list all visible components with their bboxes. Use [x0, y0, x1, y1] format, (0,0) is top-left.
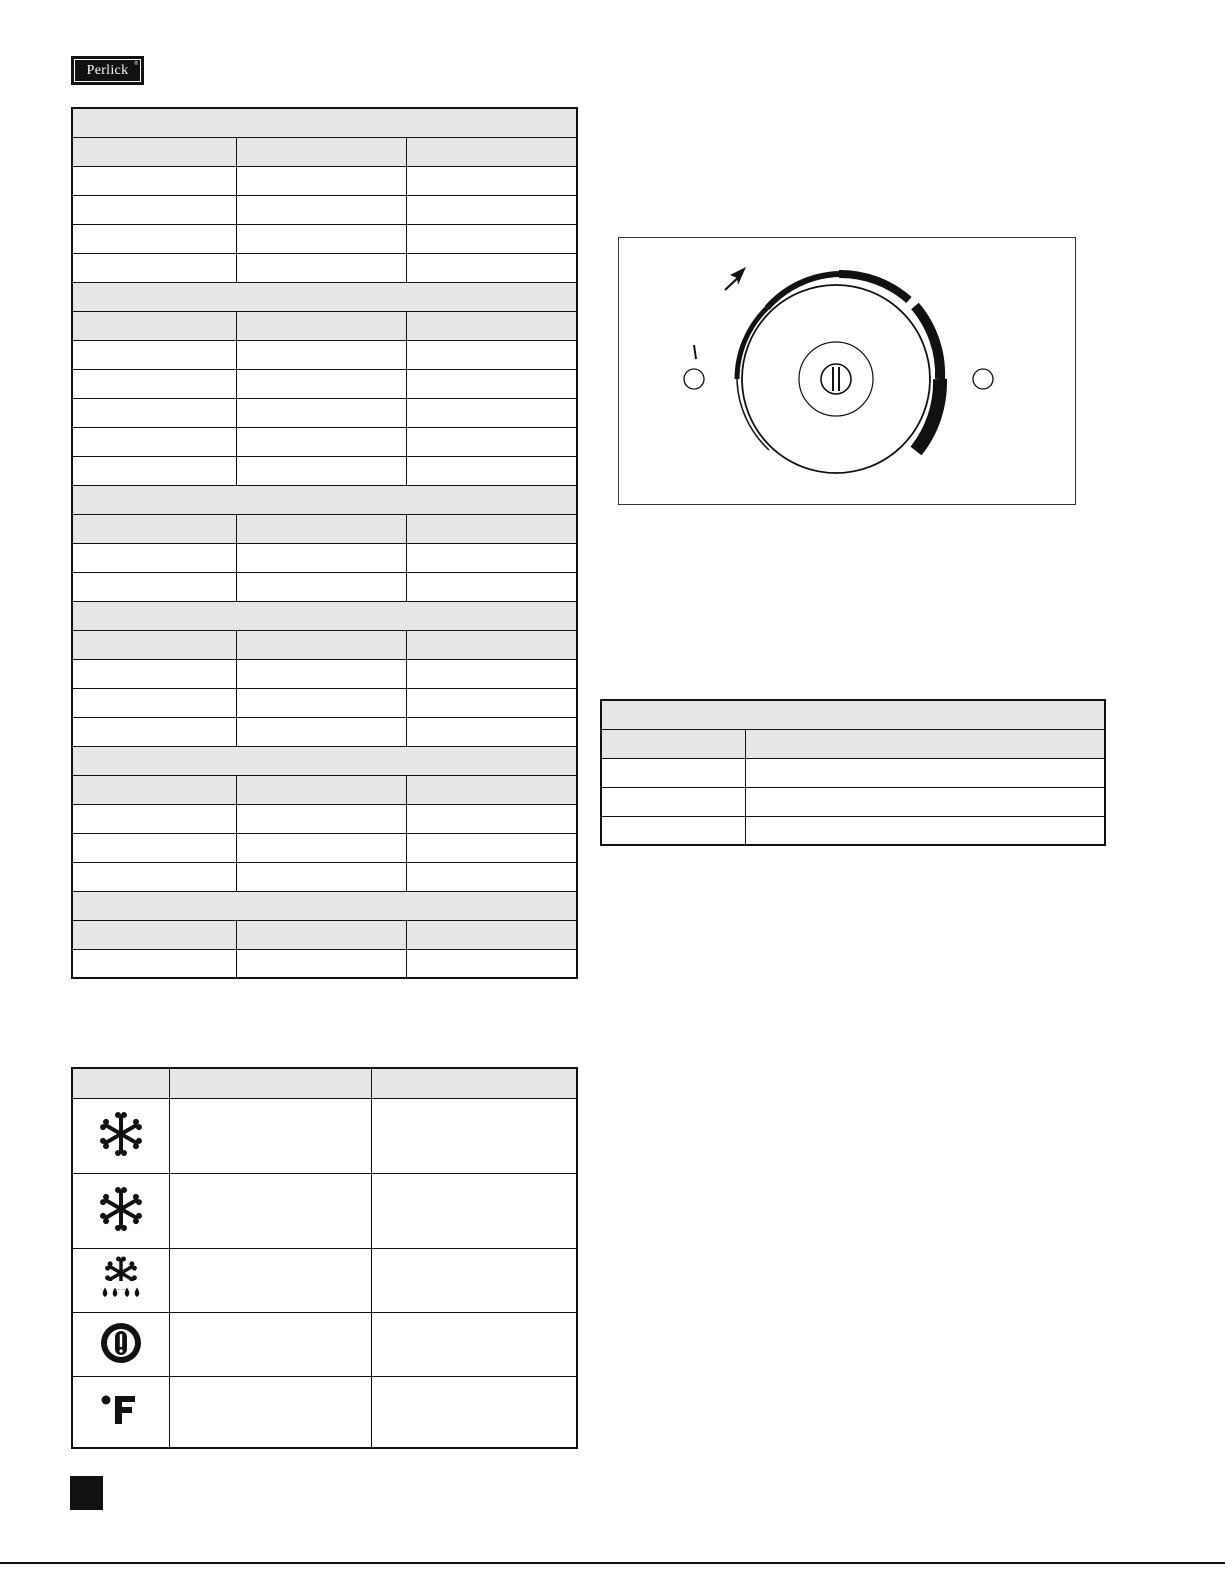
table-row: [72, 572, 577, 601]
column-header: [72, 1068, 169, 1098]
table-cell: [236, 340, 406, 369]
table-row: [72, 804, 577, 833]
table-cell: [406, 862, 577, 891]
fahrenheit-icon: [97, 1425, 145, 1437]
table-row: [601, 816, 1105, 845]
table-cell: [601, 816, 745, 845]
section-header-row: [72, 920, 577, 949]
icon-cell: [72, 1376, 169, 1448]
table-cell: [406, 717, 577, 746]
table-cell: [406, 369, 577, 398]
table-row: [72, 195, 577, 224]
table-cell: [236, 427, 406, 456]
column-header: [72, 514, 236, 543]
table-cell: [72, 572, 236, 601]
table-cell: [406, 456, 577, 485]
section-title-row: [72, 746, 577, 775]
table-cell: [72, 253, 236, 282]
table-cell: [72, 659, 236, 688]
table-cell: [236, 369, 406, 398]
mode-title-row: [601, 700, 1105, 729]
column-header: [236, 920, 406, 949]
column-header: [406, 630, 577, 659]
left-indicator-dot-icon: [684, 369, 704, 389]
section-header-row: [72, 311, 577, 340]
table-cell: [371, 1312, 577, 1376]
table-cell: [371, 1098, 577, 1173]
table-cell: [371, 1173, 577, 1248]
bottom-rule: [0, 1562, 1225, 1564]
table-cell: [406, 688, 577, 717]
table-cell: [406, 340, 577, 369]
column-header: [236, 514, 406, 543]
perlick-logo: [71, 56, 144, 85]
table-cell: [236, 456, 406, 485]
column-header: [601, 729, 745, 758]
table-cell: [72, 862, 236, 891]
column-header: [72, 775, 236, 804]
column-header: [406, 137, 577, 166]
table-cell: [406, 833, 577, 862]
table-cell: [72, 833, 236, 862]
mode-table-title: [601, 700, 1105, 729]
section-title: [72, 282, 577, 311]
table-row: [72, 543, 577, 572]
table-cell: [236, 195, 406, 224]
section-title-row: [72, 601, 577, 630]
spec-table: [71, 107, 578, 979]
table-cell: [72, 166, 236, 195]
right-indicator-dot-icon: [973, 369, 993, 389]
column-header: [236, 137, 406, 166]
table-row: [72, 688, 577, 717]
column-header: [236, 311, 406, 340]
column-header: [72, 920, 236, 949]
table-row: [72, 224, 577, 253]
section-title: [72, 891, 577, 920]
column-header: [406, 311, 577, 340]
table-row: [72, 166, 577, 195]
column-header: [72, 137, 236, 166]
table-cell: [236, 166, 406, 195]
table-cell: [72, 456, 236, 485]
table-cell: [236, 659, 406, 688]
table-cell: [236, 543, 406, 572]
section-header-row: [72, 514, 577, 543]
table-row: [72, 833, 577, 862]
table-cell: [236, 253, 406, 282]
table-cell: [745, 787, 1105, 816]
table-cell: [406, 659, 577, 688]
table-row: [72, 949, 577, 978]
table-cell: [406, 398, 577, 427]
table-cell: [169, 1098, 371, 1173]
table-cell: [72, 427, 236, 456]
table-cell: [72, 949, 236, 978]
column-header: [72, 630, 236, 659]
section-title: [72, 108, 577, 137]
table-cell: [236, 398, 406, 427]
icon-table-row: [72, 1173, 577, 1248]
table-cell: [72, 195, 236, 224]
icon-table-row: [72, 1376, 577, 1448]
table-cell: [72, 369, 236, 398]
column-header: [236, 630, 406, 659]
min-tick-mark: [694, 345, 696, 359]
registered-mark: ®: [134, 61, 138, 67]
table-row: [601, 787, 1105, 816]
column-header: [169, 1068, 371, 1098]
section-header-row: [72, 137, 577, 166]
column-header: [406, 920, 577, 949]
table-cell: [236, 862, 406, 891]
table-cell: [406, 949, 577, 978]
icon-cell: [72, 1312, 169, 1376]
knob-icon: [742, 285, 930, 473]
snowflake-icon: [97, 1149, 145, 1161]
table-row: [72, 862, 577, 891]
section-title: [72, 746, 577, 775]
table-cell: [236, 949, 406, 978]
table-cell: [371, 1376, 577, 1448]
alarm-icon: [97, 1358, 145, 1370]
section-title: [72, 485, 577, 514]
column-header: [236, 775, 406, 804]
table-cell: [236, 688, 406, 717]
table-cell: [406, 427, 577, 456]
table-cell: [601, 787, 745, 816]
table-cell: [406, 166, 577, 195]
table-cell: [406, 224, 577, 253]
table-cell: [745, 758, 1105, 787]
table-cell: [72, 224, 236, 253]
icon-legend-table: [71, 1067, 578, 1449]
table-cell: [169, 1312, 371, 1376]
table-cell: [406, 804, 577, 833]
column-header: [406, 775, 577, 804]
table-cell: [236, 224, 406, 253]
table-row: [72, 369, 577, 398]
arrow-icon: [725, 267, 746, 290]
table-cell: [72, 717, 236, 746]
section-title-row: [72, 891, 577, 920]
defrost-icon: [97, 1294, 145, 1306]
table-row: [72, 340, 577, 369]
table-cell: [169, 1173, 371, 1248]
section-title: [72, 601, 577, 630]
icon-cell: [72, 1098, 169, 1173]
table-row: [72, 456, 577, 485]
table-cell: [72, 398, 236, 427]
column-header: [371, 1068, 577, 1098]
section-title-row: [72, 108, 577, 137]
mode-header-row: [601, 729, 1105, 758]
table-row: [72, 398, 577, 427]
snowflake-icon: [97, 1224, 145, 1236]
table-cell: [406, 572, 577, 601]
table-row: [72, 717, 577, 746]
icon-cell: [72, 1248, 169, 1312]
table-cell: [72, 340, 236, 369]
table-cell: [745, 816, 1105, 845]
table-cell: [236, 717, 406, 746]
column-header: [406, 514, 577, 543]
temperature-dial-figure: [618, 237, 1076, 505]
section-title-row: [72, 282, 577, 311]
icon-table-row: [72, 1312, 577, 1376]
table-row: [72, 427, 577, 456]
table-row: [72, 659, 577, 688]
table-cell: [406, 195, 577, 224]
section-title-row: [72, 485, 577, 514]
logo-text: Perlick: [86, 62, 129, 78]
table-row: [601, 758, 1105, 787]
table-cell: [72, 688, 236, 717]
table-cell: [371, 1248, 577, 1312]
table-row: [72, 253, 577, 282]
table-cell: [72, 543, 236, 572]
icon-table-row: [72, 1248, 577, 1312]
icon-cell: [72, 1173, 169, 1248]
table-cell: [406, 543, 577, 572]
table-cell: [236, 572, 406, 601]
column-header: [72, 311, 236, 340]
table-cell: [72, 804, 236, 833]
dial-svg: [619, 238, 1075, 504]
icon-table-row: [72, 1098, 577, 1173]
table-cell: [169, 1248, 371, 1312]
table-cell: [236, 833, 406, 862]
table-cell: [236, 804, 406, 833]
table-cell: [601, 758, 745, 787]
section-header-row: [72, 630, 577, 659]
mode-table: [600, 699, 1106, 846]
column-header: [745, 729, 1105, 758]
page-marker-block: [70, 1476, 103, 1510]
table-cell: [169, 1376, 371, 1448]
table-cell: [406, 253, 577, 282]
icon-header-row: [72, 1068, 577, 1098]
section-header-row: [72, 775, 577, 804]
